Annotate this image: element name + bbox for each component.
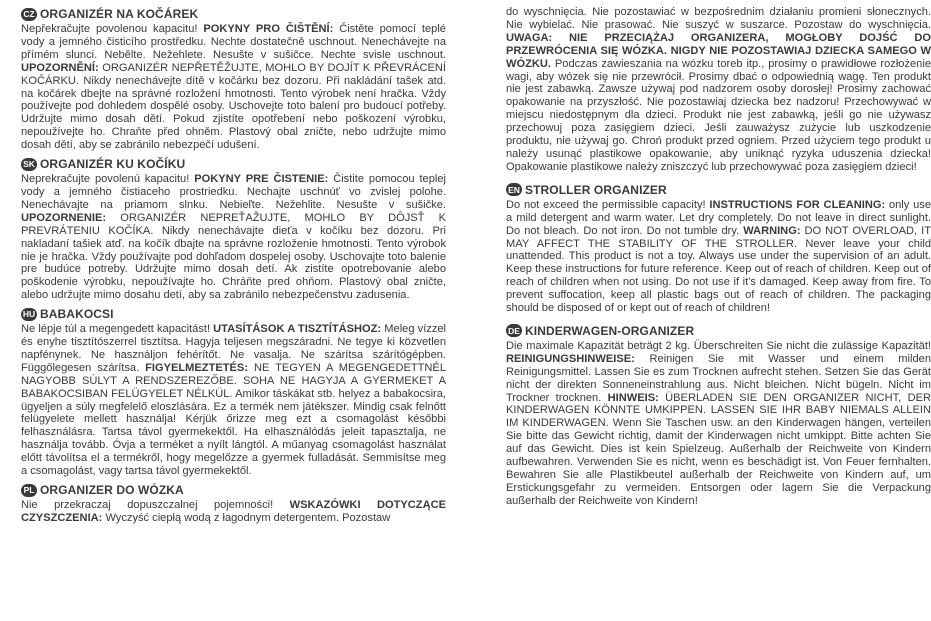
section-title: BABAKOCSI [40,307,114,322]
text-segment-bold: WSKAZÓWKI DOTYCZĄCE CZYSZCZENIA: [21,499,446,524]
language-badge-sk: SK [21,158,37,171]
section-header [21,482,446,498]
section-header [21,6,446,22]
text-segment-bold: HINWEIS: [607,391,666,404]
text-segment: ORGANIZÉR NEPREŤAŽUJTE, MOHLO BY DÔJSŤ K PREVRÁTENIU KOČÍKA. Nikdy nenechávajte dieťa v kočíku bez dozoru. Pri nakladaní tašiek atď. na kočík dbajte na správne rozloženie hmotnosti. Tento výrobok nie je hračka. Vždy používajte pod dohľadom dospelej osoby. Uschovajte toto balenie pre budúce potreby. Udržujte mimo dosah detí. Ak zistíte opotrebovanie alebo poškodenie výrobku, nepoužívajte ho. Chráňte pred ohňom. Plastový obal zničte, alebo udržujte mimo dosahu detí, aby sa zabránilo nebezpečenstvu zadusenia. [21,211,446,302]
text-segment: only use a mild detergent and warm water. Let dry completely. Do not leave in direct sunlight. Do not bleach. Do not iron. Do not tumble dry. [506,198,931,237]
language-badge-cz: CZ [21,8,37,21]
text-segment: Nepřekračujte povolenou kapacitu! [21,23,204,35]
section-de [506,323,931,508]
text-segment: ÜBERLADEN SIE DEN ORGANIZER NICHT, DER KINDERWAGEN KÖNNTE UMKIPPEN. LASSEN SIE IHR BABY NIEMALS ALLEIN IM KINDERWAGEN. Wenn Sie Taschen usw. an den Kinderwagen hängen, verteilen Sie bitte das Gewicht richtig, damit der Kinderwagen nicht umkippt. Bitte achten Sie auf das Gewicht. Dies ist kein Spielzeug. Außerhalb der Reichweite von Kindern aufbewahren. Verwenden Sie es nicht, wenn es beschädigt ist. Von Feuer fernhalten. Bewahren Sie alle Plastikbeutel außerhalb der Reichweite von Kindern auf, um Erstickungsgefahr zu vermeiden. Entsorgen oder lagern Sie die Verpackung außerhalb der Reichweite von Kindern! [506,391,931,507]
right-column [506,6,931,512]
section-title: STROLLER ORGANIZER [525,182,667,197]
section-pl [21,482,446,525]
language-badge-en: EN [506,183,522,196]
text-segment-bold: UPOZORNĚNÍ: [21,61,103,74]
section-body [21,499,446,525]
section-header [506,323,931,339]
text-segment: Ne lépje túl a megengedett kapacitást! [21,323,214,336]
section-body [21,323,446,478]
section-header [21,306,446,322]
section-sk [21,156,446,302]
section-header [506,182,931,198]
text-segment-bold: UTASÍTÁSOK A TISZTÍTÁSHOZ: [213,323,385,336]
text-segment: NE TEGYEN A MEGENGEDETTNÉL NAGYOBB SÚLYT A RENDSZEREZŐBE. SOHA NE HAGYJA A GYERMEKET A BABAKOCSIBAN FELÜGYELET NÉLKÜL. Amikor táskákat stb. helyez a babakocsira, ügyeljen a súly megfelelő eloszlására. Ez a termék nem játékszer. Mindig csak felnőtt felügyelete mellett használja! Kérjük őrizze meg ezt a csomagolást későbbi felhasználásra. Tartsa távol gyermekektől. Ha elhasználódás jeleit tapasztalja, ne használja tovább. Óvja a terméket a nyílt lángtól. A műanyag csomagolást használat előtt távolítsa el a termékről, hogy megelőzze a gyermek fulladását. Semmisítse meg a csomagolást, vagy tartsa távol gyermekektől. [21,361,446,478]
section-body [506,199,931,315]
section-header [21,156,446,172]
section-hu [21,306,446,478]
section-title: ORGANIZER DO WÓZKA [40,483,184,497]
text-segment: ORGANIZÉR NEPŘETĚŽUJTE, MOHLO BY DOJÍT K PŘEVRÁCENÍ KOČÁRKU. Nikdy nenechávejte dítě v kočárku bez dozoru. Při nakládání tašek atd. na kočárek dbejte na správné rozložení hmotnosti. Tento výrobek není hračka. Vždy používejte pod dohledem dospělé osoby. Uschovejte toto balení pro budoucí potřeby. Udržujte mimo dosah dětí. Pokud zjistíte opotřebení nebo poškození výrobku, nepoužívejte ho. Chraňte před ohněm. Plastový obal zničte, nebo udržujte mimo dosah dětí, aby se zabránilo nebezpečí udušení. [21,61,446,152]
section-body [21,173,446,302]
language-badge-hu: HU [22,309,36,320]
text-segment-bold: UPOZORNENIE: [21,211,121,224]
section-title: ORGANIZÉR NA KOČÁREK [40,7,199,21]
text-segment: Neprekračujte povolenú kapacitu! [21,173,195,186]
section-title: ORGANIZÉR KU KOČÍKU [40,157,186,172]
text-segment-bold: INSTRUCTIONS FOR CLEANING: [709,198,889,211]
text-segment: DO NOT OVERLOAD, IT MAY AFFECT THE STABILITY OF THE STROLLER. Never leave your child unattended. This product is not a toy. Always use under the supervision of an adult. Keep these instructions for future reference. Keep out of reach of children. Keep out of reach of children when not using. Do not use if it's damaged. Keep away from fire. To prevent suffocation, keep all plastic bags out of reach of children. The packaging should be disposed of or kept out of reach of children! [506,224,931,315]
text-segment-bold: POKYNY PRO ČIŠTĚNÍ: [203,23,340,35]
section-title: KINDERWAGEN-ORGANIZER [525,323,695,338]
language-badge-de: DE [506,324,522,337]
text-segment-bold: UWAGA: NIE PRZECIĄŻAJ ORGANIZERA, MOGŁOBY DOJŚĆ DO PRZEWRÓCENIA SIĘ WÓZKA. NIGDY NIE POZOSTAWIAJ DZIECKA SAMEGO W WÓZKU. [506,31,931,70]
left-column [21,6,446,529]
section-body [506,340,931,508]
text-segment: Reinigen Sie mit Wasser und einem milden Reinigungsmittel. Lassen Sie es zum Trocknen aufrecht stehen. Setzen Sie das Gerät nicht der direkten Sonneneinstrahlung aus. Nicht bleichen. Nicht bügeln. Nicht im Trockner trocknen. [506,352,931,404]
text-segment: Die maximale Kapazität beträgt 2 kg. Überschreiten Sie nicht die zulässige Kapazität! [506,339,931,352]
text-segment: Do not exceed the permissible capacity! [506,198,710,211]
text-segment-bold: FIGYELMEZTETÉS: [145,361,254,374]
text-segment-bold: REINIGUNGSHINWEISE: [506,352,650,365]
section-body [506,6,931,174]
section-en [506,182,931,315]
text-segment: Meleg vízzel és enyhe tisztítószerrel tisztítsa. Hagyja teljesen megszáradni. Ne tegye ki közvetlen napfénynek. Ne használjon fehérítőt. Ne vasalja. Ne szárítsa szárítógépben. Függőlegesen szárítsa. [21,323,446,374]
section-cz [21,6,446,152]
text-segment-bold: POKYNY PRE ČISTENIE: [194,173,334,186]
text-segment: do wyschnięcia. Nie pozostawiać w bezpośrednim działaniu promieni słonecznych. Nie wybielać. Nie prasować. Nie suszyć w suszarce. Pozostaw do wyschnięcia. [506,6,931,31]
text-segment: Čistěte pomocí teplé vody a jemného čisticího prostředku. Nechte dostatečně uschnout. Nenechávejte na přímém slunci. Nebělte. Nežehlete. Nesušte v sušičce. Nechte svisle uschnout. [21,23,446,61]
text-segment: Čistite pomocou teplej vody a jemného čistiaceho prostriedku. Nechajte uschnúť vo zvislej polohe. Nenechávajte na priamom slnku. Nebieľte. Nežehlite. Nesušte v sušičke. [21,173,446,211]
section-pl-continued [506,6,931,174]
text-segment: Podczas zawieszania na wózku toreb itp., prosimy o prawidłowe rozłożenie wagi, aby wózek się nie przewrócił. Prosimy dbać o odpowiednią wagę. Ten produkt nie jest zabawką. Zawsze używaj pod nadzorem osoby dorosłej! Prosimy zachować opakowanie na przyszłość. Nie pozostawiaj dziecka bez nadzoru! Przechowywać w miejscu niedostępnym dla dzieci. Produkt nie jest zabawką, jeśli go nie używasz przechowuj poza zasięgiem dzieci. Jeśli zauważysz zużycie lub uszkodzenie produktu, nie używaj go. Chroń produkt przed ogniem. Przed użyciem tego produkt u należy usunąć plastikowe opakowanie, aby uniknąć ryzyka uduszenia dziecka! Opakowanie plastikowe należy zniszczyć lub przechowywać poza zasięgiem dzieci! [506,57,931,173]
text-segment-bold: WARNING: [743,224,805,237]
text-segment: Wyczyść ciepłą wodą z łagodnym detergentem. Pozostaw [105,511,391,524]
text-segment: Nie przekraczaj dopuszczalnej pojemności! [21,499,290,511]
section-body [21,23,446,152]
language-badge-pl: PL [21,484,37,497]
